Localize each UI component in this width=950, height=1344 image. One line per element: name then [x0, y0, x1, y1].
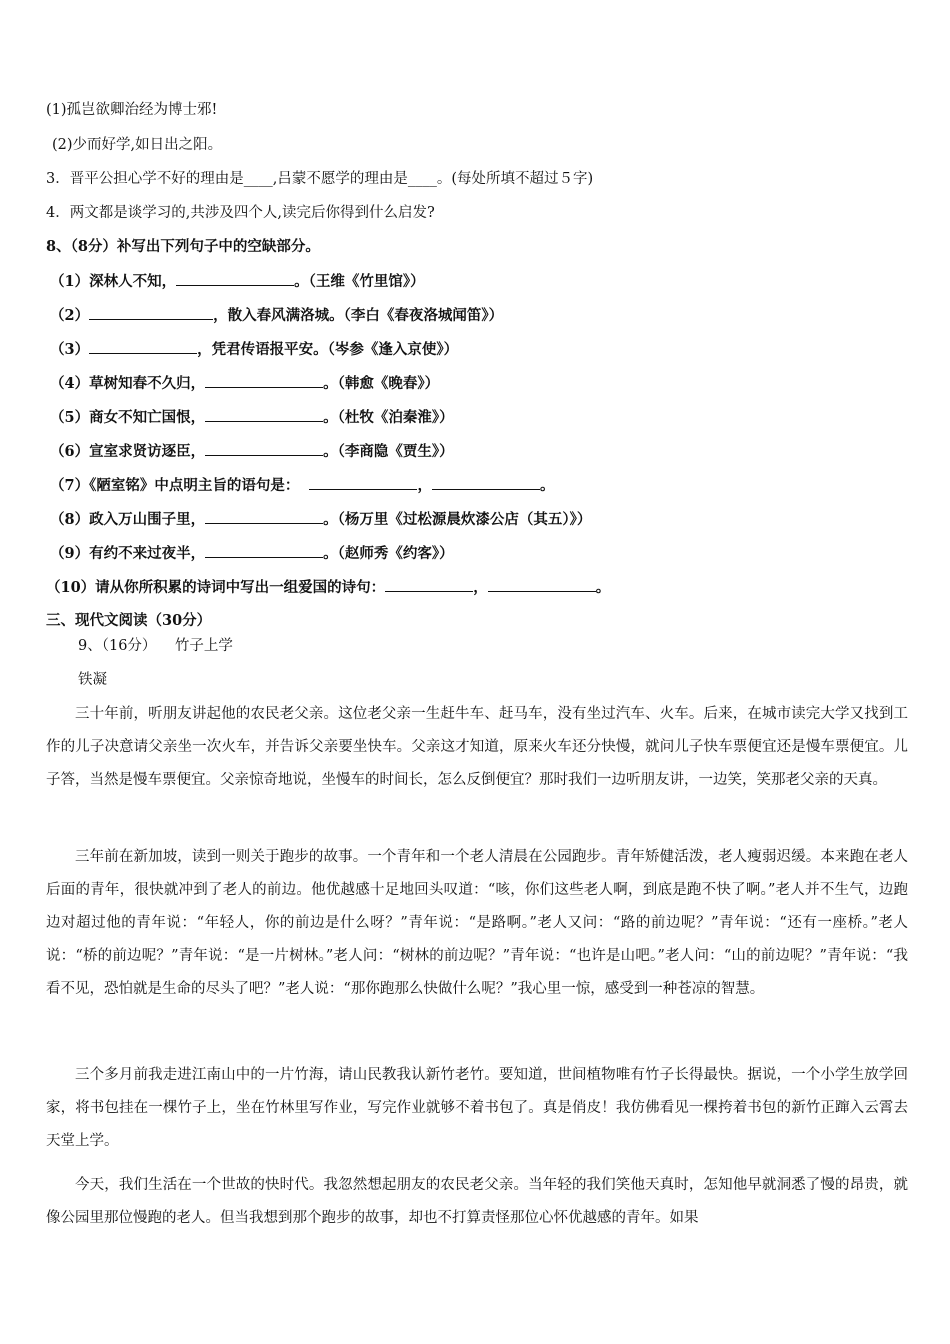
- q8-item-mid: ，: [417, 477, 432, 494]
- answer-blank[interactable]: [176, 271, 294, 286]
- answer-blank[interactable]: [89, 305, 213, 320]
- answer-blank[interactable]: [205, 543, 323, 558]
- q8-item-pre: （8）政入万山围子里，: [50, 511, 206, 528]
- section-3-heading: 三、现代文阅读（30分）: [46, 612, 212, 629]
- answer-blank[interactable]: [205, 441, 323, 456]
- q8-item: [50, 271, 425, 292]
- q8-item-post: 。: [595, 579, 611, 596]
- q8-item-post: ，凭君传语报平安。（岑参《逢入京使》）: [197, 341, 459, 358]
- q8-item-pre: （5）商女不知亡国恨，: [50, 409, 206, 426]
- q8-item: [50, 441, 454, 462]
- q8-item: [46, 577, 610, 598]
- prev-translate-2: (2)少而好学,如日出之阳。: [52, 137, 223, 153]
- question-9-label: 9、（16分）: [78, 638, 157, 654]
- q8-item-pre: （3）: [50, 341, 90, 358]
- question-9-header: [78, 636, 233, 656]
- q8-item: [50, 509, 591, 530]
- answer-blank[interactable]: [205, 407, 323, 422]
- article-paragraph: 三十年前，听朋友讲起他的农民老父亲。这位老父亲一生赶牛车、赶马车，没有坐过汽车、火车。后来，在城市读完大学又找到工作的儿子决意请父亲坐一次火车，并告诉父亲要坐快车。父亲这才知道，原来火车还分快慢，就问儿子快车票便宜还是慢车票便宜。儿子答，当然是慢车票便宜。父亲惊奇地说，坐慢车的时间长，怎么反倒便宜？那时我们一边听朋友讲，一边笑，笑那老父亲的天真。: [46, 706, 908, 788]
- q8-item-post: 。（韩愈《晚春》）: [323, 375, 440, 392]
- q8-item-pre: （2）: [50, 307, 90, 324]
- q8-item-post: 。（杜牧《泊秦淮》）: [323, 409, 454, 426]
- q8-item-post: 。（李商隐《贾生》）: [323, 443, 454, 460]
- answer-blank[interactable]: [309, 475, 417, 490]
- answer-blank[interactable]: [205, 509, 323, 524]
- q8-item-post: 。（赵师秀《约客》）: [323, 545, 454, 562]
- q8-item-mid: ，: [473, 579, 488, 596]
- q8-item: [50, 373, 439, 394]
- article-paragraph: 三个多月前我走进江南山中的一片竹海，请山民教我认新竹老竹。要知道，世间植物唯有竹子长得最快。据说，一个小学生放学回家，将书包挂在一棵竹子上，坐在竹林里写作业，写完作业就够不着书包了。真是俏皮！我仿佛看见一棵挎着书包的新竹正蹿入云霄去天堂上学。: [46, 1067, 908, 1149]
- answer-blank[interactable]: [89, 339, 197, 354]
- q8-item-pre: （10）请从你所积累的诗词中写出一组爱国的诗句：: [46, 579, 386, 596]
- q8-item-post: 。（王维《竹里馆》）: [294, 273, 425, 290]
- q8-item-pre: （4）草树知春不久归，: [50, 375, 206, 392]
- question-4: 4．两文都是谈学习的,共涉及四个人,读完后你得到什么启发?: [46, 205, 435, 221]
- question-8-title: 8、（8分）补写出下列句子中的空缺部分。: [46, 238, 320, 255]
- article-paragraph: 今天，我们生活在一个世故的快时代。我忽然想起朋友的农民老父亲。当年轻的我们笑他天真时，怎知他早就洞悉了慢的昂贵，就像公园里那位慢跑的老人。但当我想到那个跑步的故事，却也不打算责怪那位心怀优越感的青年。如果: [46, 1177, 908, 1226]
- q8-item-post: 。: [539, 477, 555, 494]
- article-author: 铁凝: [78, 672, 107, 688]
- q8-item-post: ，散入春风满洛城。（李白《春夜洛城闻笛》）: [213, 307, 504, 324]
- q8-item: [50, 339, 458, 360]
- q8-item-pre: （1）深林人不知，: [50, 273, 177, 290]
- prev-translate-1: (1)孤岂欲卿治经为博士邪!: [46, 102, 218, 118]
- q8-item-post: 。（杨万里《过松源晨炊漆公店（其五）》）: [323, 511, 592, 528]
- answer-blank[interactable]: [385, 577, 473, 592]
- answer-blank[interactable]: [205, 373, 323, 388]
- q8-item: [50, 543, 454, 564]
- article-title: 竹子上学: [174, 638, 233, 654]
- answer-blank[interactable]: [488, 577, 596, 592]
- q8-item: [50, 475, 554, 496]
- q8-item-pre: （9）有约不来过夜半，: [50, 545, 206, 562]
- q8-item: [50, 305, 503, 326]
- q8-item-pre: （6）宣室求贤访逐臣，: [50, 443, 206, 460]
- q8-item: [50, 407, 454, 428]
- question-3: 3．晋平公担心学不好的理由是____,吕蒙不愿学的理由是____。(每处所填不超过５字): [46, 171, 594, 187]
- answer-blank[interactable]: [432, 475, 540, 490]
- q8-item-pre: （7）《陋室铭》中点明主旨的语句是：: [50, 477, 300, 494]
- article-paragraph: 三年前在新加坡，读到一则关于跑步的故事。一个青年和一个老人清晨在公园跑步。青年矫健活泼，老人瘦弱迟缓。本来跑在老人后面的青年，很快就冲到了老人的前边。他优越感十足地回头叹道：“咳，你们这些老人啊，到底是跑不快了啊。”老人并不生气，边跑边对超过他的青年说：“年轻人，你的前边是什么呀？”青年说：“是路啊。”老人又问：“路的前边呢？”青年说：“还有一座桥。”老人说：“桥的前边呢？”青年说：“是一片树林。”老人问：“树林的前边呢？”青年说：“也许是山吧。”老人问：“山的前边呢？”青年说：“我看不见，恐怕就是生命的尽头了吧？”老人说：“那你跑那么快做什么呢？”我心里一惊，感受到一种苍凉的智慧。: [46, 849, 908, 997]
